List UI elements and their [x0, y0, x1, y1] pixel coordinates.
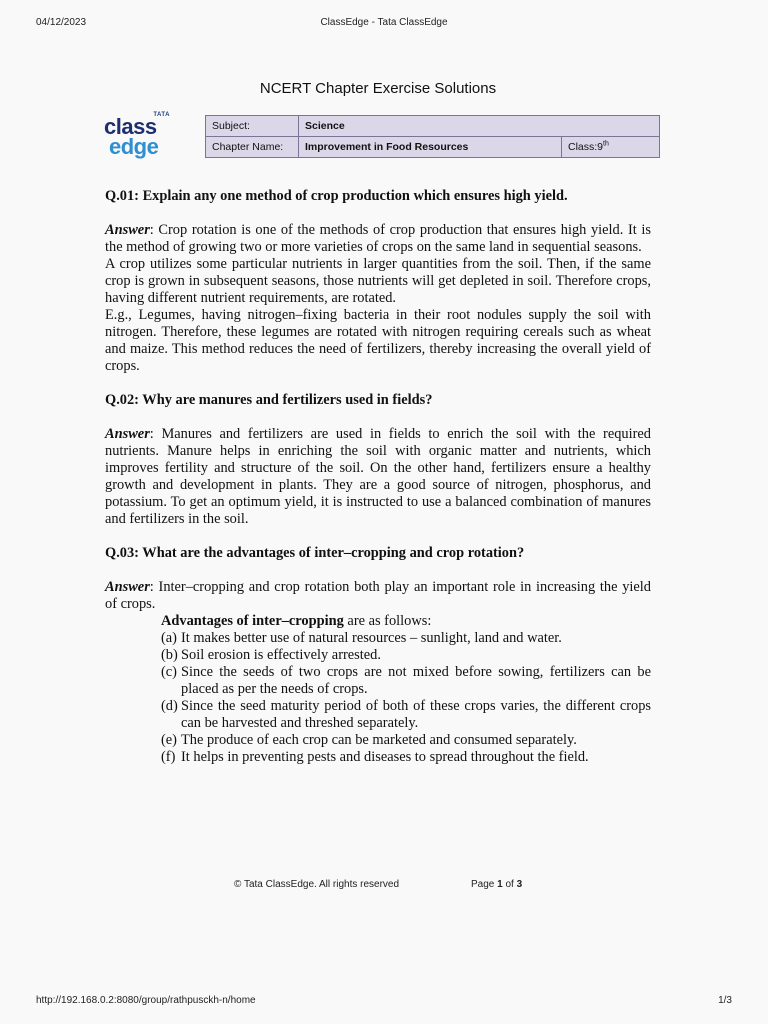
answer-2-text: : Manures and fertilizers are used in fields to enrich the soil with the required nutrients. Manure helps in enriching the soil with organic matter and nutrients, which improves fertility and structure of the soil. On the other hand, fertilizers ensure a healthy growth and development in plants. They are a good source of nitrogen, phosphorus, and potassium. To get an optimum yield, it is instructed to use a balanced combination of manures and fertilizers in the soil.	[105, 426, 651, 527]
copyright-text: © Tata ClassEdge. All rights reserved	[234, 879, 400, 890]
question-3: Q.03: What are the advantages of inter–cropping and crop rotation?	[105, 545, 525, 561]
subject-value	[299, 116, 660, 137]
answer-label: Answer	[105, 579, 150, 595]
subject-value-text: Science	[305, 120, 345, 132]
list-item-text: The produce of each crop can be marketed and consumed separately.	[181, 732, 577, 748]
class-label: Class:9	[568, 141, 604, 153]
class-suffix: th	[603, 140, 609, 148]
list-marker: (c)	[161, 664, 177, 680]
logo-edge-text: edge	[109, 134, 159, 159]
answer-1-p3: E.g., Legumes, having nitrogen–fixing bacteria in their root nodules supply the soil with nitrogen. Therefore, these legumes are rotated with nitrogen requiring cereals such as wheat and maize. This method reduces the need of fertilizers, thereby increasing the overall yield of crops.	[105, 307, 651, 374]
advantages-list	[105, 630, 651, 766]
chapter-row	[206, 137, 660, 158]
page-prefix: Page	[471, 879, 498, 890]
list-marker: (f)	[161, 749, 176, 765]
list-item	[161, 749, 651, 766]
question-2: Q.02: Why are manures and fertilizers used in fields?	[105, 392, 433, 408]
spacer	[105, 562, 651, 579]
spacer	[105, 528, 651, 545]
print-header	[0, 17, 768, 31]
print-url: http://192.168.0.2:8080/group/rathpusckh-n/home	[36, 995, 256, 1006]
list-item	[161, 732, 651, 749]
list-item	[161, 647, 651, 664]
chapter-value-text: Improvement in Food Resources	[305, 141, 469, 153]
class-cell	[562, 137, 660, 158]
spacer	[105, 375, 651, 392]
list-item	[161, 630, 651, 647]
print-title: ClassEdge - Tata ClassEdge	[320, 17, 448, 28]
list-item-text: Since the seeds of two crops are not mixed before sowing, fertilizers can be placed as per the needs of crops.	[181, 664, 651, 697]
answer-label: Answer	[105, 222, 150, 238]
page-title: NCERT Chapter Exercise Solutions	[259, 80, 497, 97]
question-1: Q.01: Explain any one method of crop production which ensures high yield.	[105, 188, 568, 204]
print-footer	[0, 995, 768, 1009]
answer-1-text: : Crop rotation is one of the methods of crop production that ensures high yield. It is the method of growing two or more varieties of crops on the same land in sequential seasons.	[105, 222, 651, 255]
answer-3-text: : Inter–cropping and crop rotation both play an important role in increasing the yield of crops.	[105, 579, 651, 612]
subject-label: Subject:	[206, 116, 299, 137]
print-date: 04/12/2023	[36, 17, 87, 28]
logo-class-text: class	[104, 114, 157, 139]
list-marker: (a)	[161, 630, 177, 646]
list-item-text: It makes better use of natural resources – sunlight, land and water.	[181, 630, 562, 646]
list-item-text: Soil erosion is effectively arrested.	[181, 647, 381, 663]
answer-label: Answer	[105, 426, 150, 442]
answer-2-p1	[105, 426, 651, 528]
page-of: of	[502, 879, 517, 890]
answer-3-p1	[105, 579, 651, 613]
list-item-text: Since the seed maturity period of both of these crops varies, the different crops can be harvested and threshed separately.	[181, 698, 651, 731]
chapter-value	[299, 137, 562, 158]
list-item	[161, 698, 651, 732]
list-marker: (e)	[161, 732, 177, 748]
advantages-heading	[105, 613, 651, 630]
advantages-rest: are as follows:	[343, 613, 432, 629]
page-indicator	[471, 879, 522, 890]
subject-row	[206, 116, 660, 137]
logo-tata-text: TATA	[153, 112, 170, 118]
spacer	[105, 205, 651, 222]
chapter-label: Chapter Name:	[206, 137, 299, 158]
list-item	[161, 664, 651, 698]
exercise-content	[105, 188, 651, 766]
classedge-logo	[104, 112, 174, 160]
print-page-number: 1/3	[718, 995, 732, 1006]
spacer	[105, 409, 651, 426]
answer-1-p2: A crop utilizes some particular nutrients in larger quantities from the soil. Then, if the same crop is grown in subsequent seasons, those nutrients will get depleted in soil. Therefore crops, having different nutrient requirements, are rotated.	[105, 256, 651, 306]
list-marker: (d)	[161, 698, 178, 714]
advantages-bold: Advantages of inter–cropping	[161, 613, 344, 629]
document-footer	[0, 879, 768, 893]
answer-1-p1	[105, 222, 651, 256]
page-total: 3	[516, 879, 523, 890]
list-marker: (b)	[161, 647, 178, 663]
list-item-text: It helps in preventing pests and diseases to spread throughout the field.	[181, 749, 589, 765]
chapter-info-table	[205, 115, 660, 158]
page-current: 1	[497, 879, 503, 890]
